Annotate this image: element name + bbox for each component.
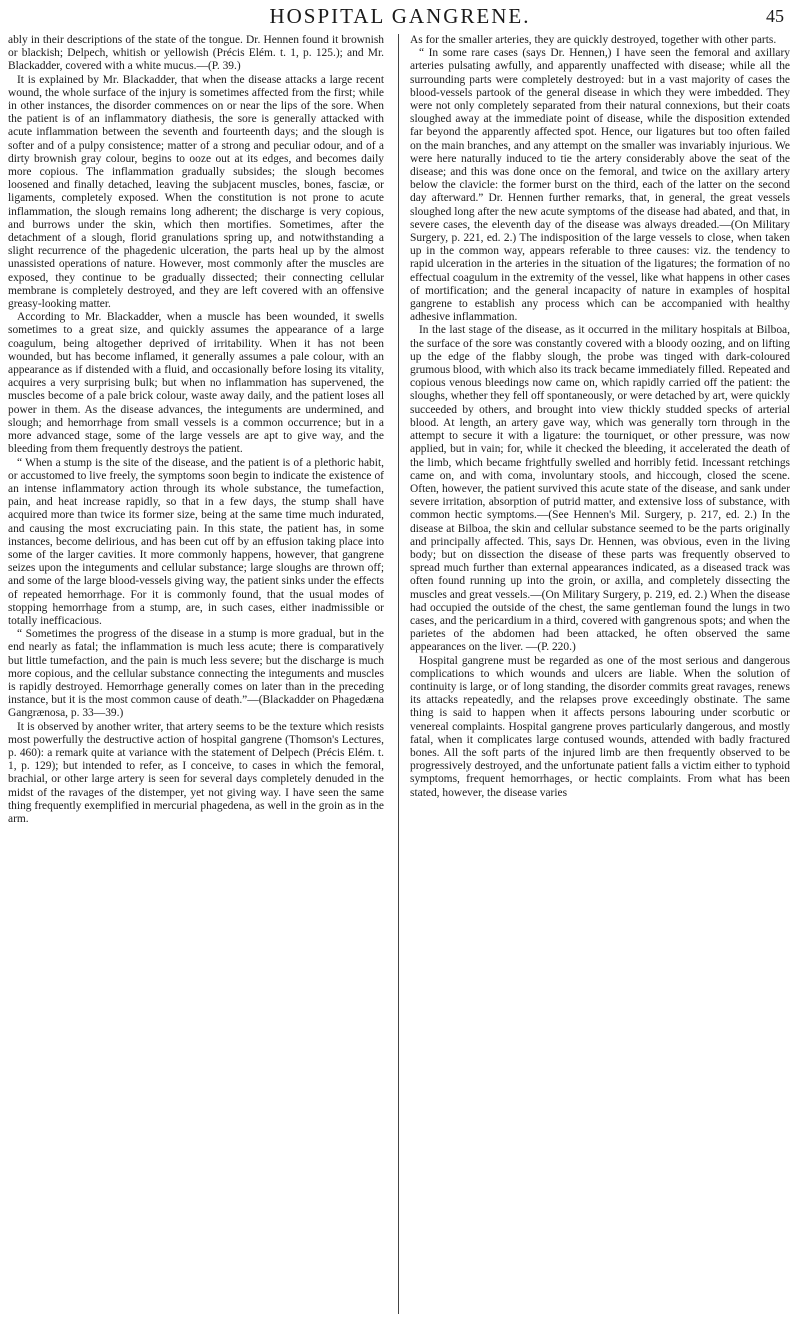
paragraph: “ In some rare cases (says Dr. Hennen,) I have seen the femoral and axillary arteries pulsating awfully, and apparently unaffected with disease; while all the surrounding parts were completely destroyed: but in a vast majority of cases the blood-vessels partook of the general disease in which they were imbedded. They were not only completely separated from their natural connexions, but their coats sloughed away at the immediate point of disease, while the disposition extended far beyond the apparently affected spot. Hence, our ligatures but too often failed on the main branches, and any attempt on the smaller was invariably injurious. We were here naturally induced to tie the artery considerably above the seat of the disease; and this was done once on the femoral, and twice on the axillary artery below the clavicle: the former burst on the third, each of the latter on the second day afterward.” Dr. Hennen further remarks, that, in general, the great vessels sloughed long after the new acute symptoms of the disease had abated, and that, in severe cases, the eleventh day of the disease was always dreaded.—(On Military Surgery, p. 221, ed. 2.) The indisposition of the large vessels to close, when taken up in the common way, appears referable to three causes: viz. the tendency to rapid ulceration in the arteries in the situation of the ligatures; the formation of no effectual coagulum in the extremity of the vessel, like what happens in other cases of mortification; and the general incapacity of nature in examples of hospital gangrene to establish any process which can be accompanied with healthy adhesive inflammation. <box>410 47 790 324</box>
paragraph: ably in their descriptions of the state of the tongue. Dr. Hennen found it brownish or blackish; Delpech, whitish or yellowish (Précis Elém. t. 1, p. 125.); and Mr. Blackadder, covered with a white mucus.—(P. 39.) <box>8 34 384 73</box>
paragraph: Hospital gangrene must be regarded as one of the most serious and dangerous complications to which wounds and ulcers are liable. When the solution of continuity is large, or of long standing, the disorder commits great ravages, renews its attacks repeatedly, and the relapses prove exceedingly obstinate. The same thing is said to happen when it affects persons labouring under scorbutic or venereal complaints. Hospital gangrene proves particularly dangerous, and mostly fatal, when it complicates large contused wounds, attended with badly fractured bones. All the soft parts of the injured limb are then frequently observed to be progressively destroyed, and the unfortunate patient falls a victim either to typhoid symptoms, frequent hemorrhages, or hectic complaints. From what has been stated, however, the disease varies <box>410 654 790 799</box>
column-divider <box>398 34 399 1314</box>
paragraph: As for the smaller arteries, they are quickly destroyed, together with other parts. <box>410 34 777 46</box>
page-number: 45 <box>766 6 784 26</box>
paragraph: In the last stage of the disease, as it occurred in the military hospitals at Bilboa, the surface of the sore was constantly covered with a bloody oozing, and on lifting up the edge of the flabby slough, the probe was tinged with dark-coloured grumous blood, with which also its track became immediately filled. Repeated and copious venous bleedings now came on, which rapidly carried off the patient: the sloughs, whether they fell off spontaneously, or were detached by art, were quickly succeeded by others, and brought into view thickly studded specks of arterial blood. At length, an artery gave way, which was generally torn through in the attempt to secure it with a ligature: the tourniquet, or other pressure, was now applied, but in vain; for, while it checked the bleeding, it accelerated the death of the limb, which became frightfully swelled and horribly fetid. Incessant retchings came on, and with coma, involuntary stools, and hiccough, closed the scene. Often, however, the patient survived this acute state of the disease, and sank under severe irritation, absorption of putrid matter, and extensive loss of substance, with common hectic symptoms.—(See Hennen's Mil. Surgery, p. 217, ed. 2.) In the disease at Bilboa, the skin and cellular substance seemed to be the parts originally and principally affected. This, says Dr. Hennen, was obvious, even in the living body; but on dissection the disease of these parts was frequently observed to spread much further than external appearances indicated, as a diseased track was often found running up into the groin, or axilla, and completely dissecting the muscles and great vessels.—(On Military Surgery, p. 219, ed. 2.) When the disease had occupied the outside of the chest, the same gentleman found the lungs in two cases, and the pericardium in a third, covered with gangrenous spots; and when the parietes of the abdomen had been attacked, he often observed the same appearances on the liver. —(P. 220.) <box>410 324 790 654</box>
running-title: HOSPITAL GANGRENE. <box>269 4 531 28</box>
paragraph: “ Sometimes the progress of the disease in a stump is more gradual, but in the end nearly as fatal; the inflammation is much less acute; there is comparatively but little tumefaction, and the pain is much less severe; but the discharge is much more copious, and the cellular substance connecting the integuments and muscles is rapidly destroyed. Hemorrhage generally comes on later than in the preceding instance, but it is the most common cause of death.”—(Blackadder on Phagedæna Gangrænosa, p. 33—39.) <box>8 628 384 720</box>
right-column <box>410 34 790 800</box>
paragraph: “ When a stump is the site of the disease, and the patient is of a plethoric habit, or accustomed to live freely, the symptoms soon begin to indicate the existence of an intense inflammatory action through its whole substance, the tumefaction, pain, and heat increase rapidly, so that in a few days, the stump shall have acquired more than twice its former size, being at the same time much indurated, and causing the most excruciating pain. In this state, the patient has, in some instances, become delirious, and has been cut off by an effusion taking place into some of the larger cavities. It more commonly happens, however, that gangrene seizes upon the integuments and cellular substance; large sloughs are thrown off; and some of the large blood-vessels giving way, the patient sinks under the effects of repeated hemorrhage. For it is commonly found, that the usual modes of stopping hemorrhage from a stump, are, in such cases, either inadmissible or totally inefficacious. <box>8 456 384 627</box>
left-column <box>8 34 384 826</box>
page-header <box>0 4 800 32</box>
paragraph: It is explained by Mr. Blackadder, that when the disease attacks a large recent wound, the whole surface of the injury is sometimes affected from the first; while in other instances, the disorder commences on or near the lips of the sore. When the patient is of an inflammatory diathesis, the sore is generally attacked with acute inflammation between the seventh and fourteenth days; and the slough is softer and of a pulpy consistence; matter of a strong and peculiar odour, and of a dirty brownish gray colour, begins to ooze out at its edges, and becomes daily more copious. The inflammation gradually subsides; the slough becomes loosened and finally detached, leaving the subjacent muscles, bones, fasciæ, or ligaments, completely exposed. When the constitution is not prone to acute inflammation, the slough remains long adherent; the discharge is very copious, and burrows under the skin, which then mortifies. Sometimes, after the detachment of a slough, florid granulations spring up, and notwithstanding a slight recurrence of the phagedenic ulceration, the parts heal up by the almost unassisted operations of nature. However, most commonly after the muscles are exposed, they continue to be gradually dissected; their connecting cellular membrane is completely destroyed, and they are left covered with an offensive greasy-looking matter. <box>8 73 384 311</box>
paragraph: According to Mr. Blackadder, when a muscle has been wounded, it swells sometimes to a great size, and quickly assumes the appearance of a large coagulum, being altogether deprived of irritability. When it has not been wounded, but has become inflamed, it generally assumes a pale colour, with an appearance as if distended with a fluid, and occasionally before losing its vitality, acquires a very surprising bulk; but when no inflammation has supervened, the muscles become of a pale brick colour, waste away daily, and the patient loses all power in them. As the disease advances, the integuments are undermined, and slough; and hemorrhage from small vessels is a common occurrence; but in a more advanced stage, some of the large vessels are apt to give way, and the bleeding from them frequently destroys the patient. <box>8 311 384 456</box>
paragraph: It is observed by another writer, that artery seems to be the texture which resists most powerfully the destructive action of hospital gangrene (Thomson's Lectures, p. 460): a remark quite at variance with the statement of Delpech (Précis Elém. t. 1, p. 129); but intended to refer, as I conceive, to cases in which the femoral, brachial, or other large artery is seen for several days completely denuded in the midst of the ravages of the distemper, yet not giving way. I have seen the same thing frequently exemplified in mercurial phagedena, as well in the groin as in the arm. <box>8 720 384 825</box>
